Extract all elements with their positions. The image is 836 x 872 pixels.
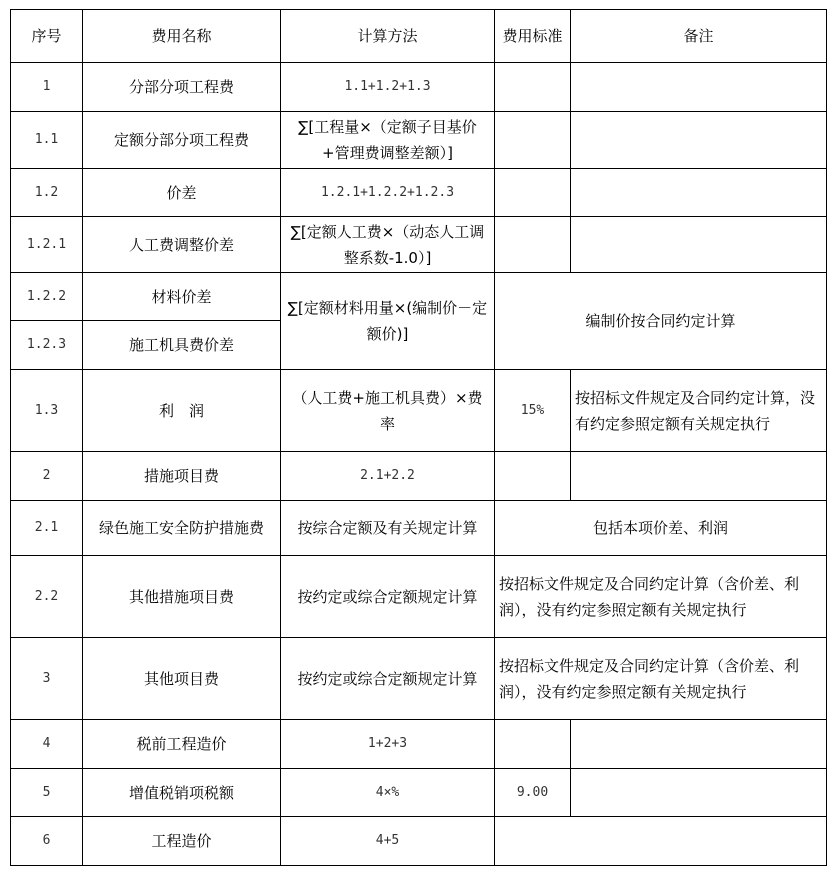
table-row [11, 452, 827, 501]
row-no: 1.3 [11, 370, 83, 452]
row-method: 4+5 [281, 817, 495, 866]
header-row [11, 10, 827, 63]
row-method: 1.2.1+1.2.2+1.2.3 [281, 169, 495, 217]
row-name: 定额分部分项工程费 [83, 112, 281, 169]
row-method: ∑[定额人工费×（动态人工调整系数-1.0）] [281, 217, 495, 273]
row-standard [495, 63, 571, 112]
row-remark [571, 720, 827, 769]
row-no: 6 [11, 817, 83, 866]
row-name: 其他措施项目费 [83, 556, 281, 638]
row-no: 1.1 [11, 112, 83, 169]
table-row [11, 817, 827, 866]
table-row [11, 501, 827, 556]
row-method: 按约定或综合定额规定计算 [281, 556, 495, 638]
row-no: 2.2 [11, 556, 83, 638]
header-no: 序号 [11, 10, 83, 63]
row-merged-remark: 按招标文件规定及合同约定计算（含价差、利润），没有约定参照定额有关规定执行 [495, 638, 827, 720]
table-row [11, 769, 827, 817]
row-remark [571, 112, 827, 169]
row-method: 1+2+3 [281, 720, 495, 769]
row-method: ∑[定额材料用量×(编制价－定额价)] [281, 273, 495, 370]
row-merged-remark: 按招标文件规定及合同约定计算（含价差、利润），没有约定参照定额有关规定执行 [495, 556, 827, 638]
row-remark: 按招标文件规定及合同约定计算，没有约定参照定额有关规定执行 [571, 370, 827, 452]
table-row [11, 273, 827, 321]
row-no: 3 [11, 638, 83, 720]
row-remark [571, 217, 827, 273]
header-remark: 备注 [571, 10, 827, 63]
row-name: 增值税销项税额 [83, 769, 281, 817]
table-row [11, 556, 827, 638]
table-row [11, 370, 827, 452]
row-name: 其他项目费 [83, 638, 281, 720]
row-method: （人工费+施工机具费）×费率 [281, 370, 495, 452]
row-name: 人工费调整价差 [83, 217, 281, 273]
row-no: 2 [11, 452, 83, 501]
row-standard [495, 112, 571, 169]
row-name: 利 润 [83, 370, 281, 452]
row-name: 税前工程造价 [83, 720, 281, 769]
row-standard: 15% [495, 370, 571, 452]
row-name: 分部分项工程费 [83, 63, 281, 112]
row-standard [495, 217, 571, 273]
row-method: ∑[工程量×（定额子目基价+管理费调整差额）] [281, 112, 495, 169]
row-remark [571, 452, 827, 501]
row-method: 按约定或综合定额规定计算 [281, 638, 495, 720]
row-name: 措施项目费 [83, 452, 281, 501]
fee-table [10, 9, 827, 866]
row-merged-remark: 包括本项价差、利润 [495, 501, 827, 556]
row-name: 绿色施工安全防护措施费 [83, 501, 281, 556]
table-row [11, 112, 827, 169]
row-standard [495, 452, 571, 501]
row-remark [571, 769, 827, 817]
row-remark [571, 63, 827, 112]
row-method: 1.1+1.2+1.3 [281, 63, 495, 112]
header-standard: 费用标准 [495, 10, 571, 63]
row-no: 1.2.1 [11, 217, 83, 273]
table-row [11, 217, 827, 273]
header-name: 费用名称 [83, 10, 281, 63]
row-standard [495, 720, 571, 769]
row-standard [495, 169, 571, 217]
row-name: 材料价差 [83, 273, 281, 321]
table-row [11, 638, 827, 720]
row-method: 2.1+2.2 [281, 452, 495, 501]
row-name: 价差 [83, 169, 281, 217]
row-merged-remark: 编制价按合同约定计算 [495, 273, 827, 370]
row-no: 1.2.3 [11, 321, 83, 370]
header-method: 计算方法 [281, 10, 495, 63]
row-name: 工程造价 [83, 817, 281, 866]
row-method: 4×% [281, 769, 495, 817]
row-remark [571, 169, 827, 217]
row-no: 1.2 [11, 169, 83, 217]
row-method: 按综合定额及有关规定计算 [281, 501, 495, 556]
row-no: 2.1 [11, 501, 83, 556]
row-standard: 9.00 [495, 769, 571, 817]
row-no: 5 [11, 769, 83, 817]
row-merged-remark [495, 817, 827, 866]
row-name: 施工机具费价差 [83, 321, 281, 370]
row-no: 1 [11, 63, 83, 112]
row-no: 1.2.2 [11, 273, 83, 321]
table-row [11, 720, 827, 769]
table-row [11, 169, 827, 217]
row-no: 4 [11, 720, 83, 769]
table-row [11, 63, 827, 112]
